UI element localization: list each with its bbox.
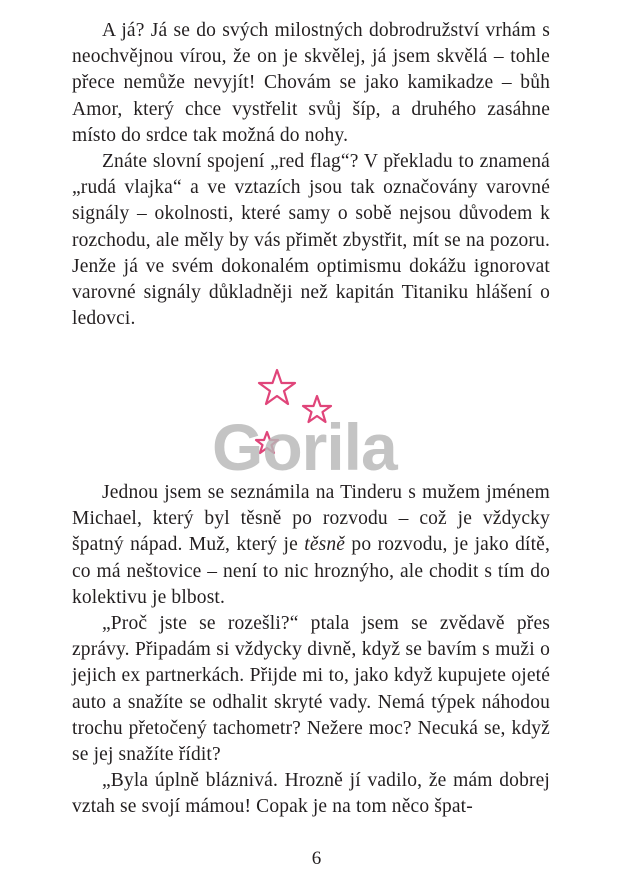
- michael-text-before: Jednou jsem se seznámila na Tinderu s mužem jménem Michael, který byl těsně po rozvodu – což je vždycky špatný nápad. Muž, který je: [72, 482, 550, 556]
- page-number: 6: [311, 848, 322, 869]
- text-block-top: [72, 18, 550, 332]
- paragraph-5: „Byla úplně bláznivá. Hrozně jí vadilo, že mám dobrej vztah se svojí mámou! Copak je na tom něco špat-: [72, 770, 550, 818]
- michael-text-after: po rozvodu, je jako dítě, co má neštovice – není to nic hroznýho, ale chodit s tím do kolektivu je blbost.: [72, 534, 550, 608]
- paragraph-michael: [72, 480, 550, 611]
- paragraph-4: „Proč jste se rozešli?“ ptala jsem se zvědavě přes zprávy. Připadám si vždycky divně, když se bavím s muži o jejich ex partnerkách. Přijde mi to, jako když kupujete ojeté auto a snažíte se odhalit skryté vady. Nemá týpek náhodou trochu přetočený tachometr? Nežere moc? Necuká se, když se jej snažíte řídit?: [72, 613, 550, 766]
- publisher-watermark: Gorila: [212, 410, 397, 484]
- paragraph-2: Znáte slovní spojení „red flag“? V překladu to znamená „rudá vlajka“ a ve vztazích jsou tak označovány varovné signály – okolnosti, které samy o sobě nejsou důvodem k rozchodu, ale měly by vás přimět zbystřit, mít se na pozoru. Jenže já ve svém dokonalém optimismu dokážu ignorovat varovné signály důkladněji než kapitán Titaniku hlášení o ledovci.: [72, 151, 550, 330]
- star-large-icon: [259, 370, 295, 404]
- paragraph-1: A já? Já se do svých milostných dobrodružství vrhám s neochvějnou vírou, že on je skvělej, já jsem skvělá – tohle přece nemůže nevyjít! Chovám se jako kamikadze – bůh Amor, který chce vystřelit svůj šíp, a druhého zasáhne místo do srdce tak možná do nohy.: [72, 20, 550, 146]
- text-block-bottom: [72, 480, 550, 821]
- michael-emphasis: těsně: [304, 534, 346, 556]
